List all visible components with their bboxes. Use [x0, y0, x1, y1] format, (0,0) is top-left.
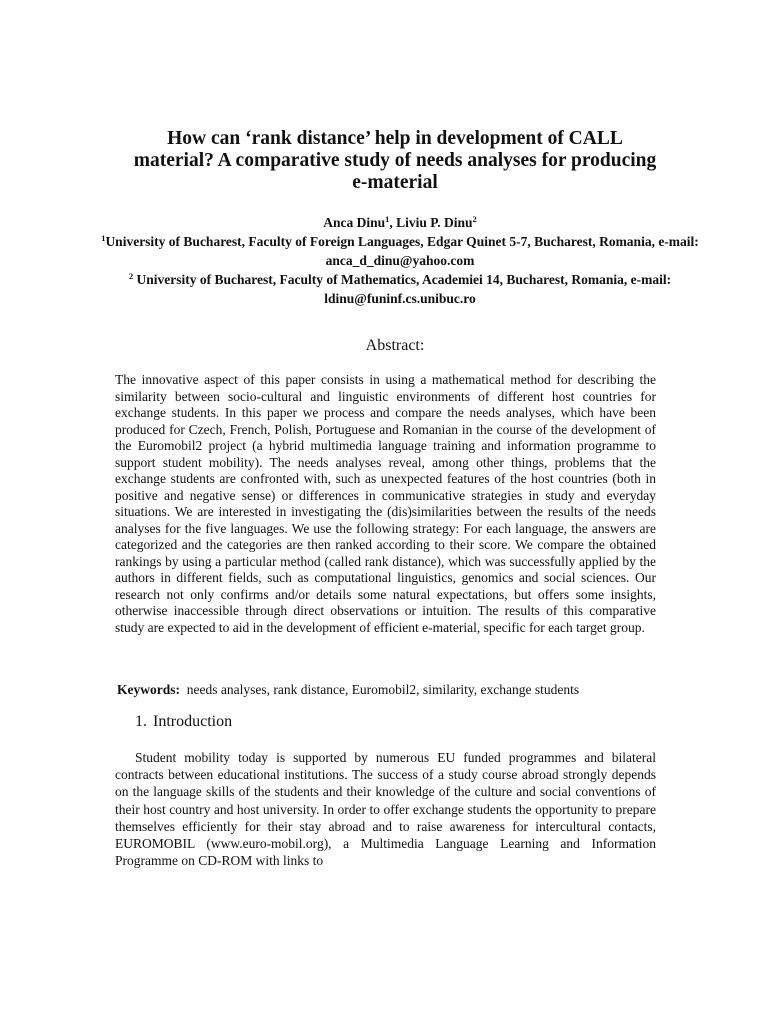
- section-number: 1.: [135, 713, 147, 730]
- affiliation-text: University of Bucharest, Faculty of Mathematics, Academiei 14, Bucharest, Romania, e-mail: ldinu@funinf.cs.unibuc.ro: [133, 272, 672, 306]
- author-separator: ,: [389, 215, 397, 230]
- keywords-text: needs analyses, rank distance, Euromobil2, similarity, exchange students: [186, 682, 580, 697]
- author-superscript: 1: [385, 214, 390, 224]
- section-heading: [135, 713, 435, 731]
- section-title: Introduction: [153, 713, 233, 730]
- abstract-body: The innovative aspect of this paper consists in using a mathematical method for describing the similarity between socio-cultural and linguistic environments of different host countries for exchange students. In this paper we process and compare the needs analyses, which have been produced for Czech, French, Polish, Portuguese and Romanian in the course of the development of the Euromobil2 project (a hybrid multimedia language training and information programme to support student mobility). The needs analyses reveal, among other things, problems that the exchange students are confronted with, such as unexpected features of the host countries (both in positive and negative sense) or differences in communicative strategies in study and everyday situations. We are interested in investigating the (dis)similarities between the results of the needs analyses for the five languages. We use the following strategy: For each language, the answers are categorized and the categories are then ranked according to their score. We compare the obtained rankings by using a particular method (called rank distance), which was successfully applied by the authors in different fields, such as computational linguistics, genomics and social sciences. Our research not only confirms and/or details some natural expectations, but offers some insights, otherwise inaccessible through direct observations or intuition. The results of this comparative study are expected to aid in the development of efficient e-material, specific for each target group.: [115, 372, 656, 635]
- author-name: Liviu P. Dinu: [396, 215, 473, 230]
- author-superscript: 2: [472, 214, 477, 224]
- affiliation: [100, 270, 700, 308]
- section-body: Student mobility today is supported by numerous EU funded programmes and bilateral contracts between educational institutions. The success of a study course abroad strongly depends on the language skills of the students and their knowledge of the culture and social conventions of their host country and host university. In order to offer exchange students the opportunity to prepare themselves efficiently for their stay abroad and to raise awareness for intercultural contacts, EUROMOBIL (www.euro-mobil.org), a Multimedia Language Learning and Information Programme on CD-ROM with links to: [115, 750, 656, 869]
- paper-title: How can ‘rank distance’ help in development of CALL material? A comparative study of needs analyses for producing e-material: [133, 128, 657, 193]
- affiliation-superscript: 2: [128, 271, 134, 281]
- keywords-label: Keywords:: [117, 682, 180, 697]
- affiliation-text: University of Bucharest, Faculty of Foreign Languages, Edgar Quinet 5-7, Bucharest, Romania, e-mail: anca_d_dinu@yahoo.com: [105, 234, 699, 268]
- abstract-heading: Abstract:: [365, 337, 425, 354]
- affiliation-superscript: 1: [101, 233, 106, 243]
- affiliation: [100, 232, 700, 270]
- author-name: Anca Dinu: [323, 215, 386, 230]
- authors-block: [100, 213, 700, 308]
- author-line: [100, 213, 700, 232]
- keywords-line: [117, 681, 677, 698]
